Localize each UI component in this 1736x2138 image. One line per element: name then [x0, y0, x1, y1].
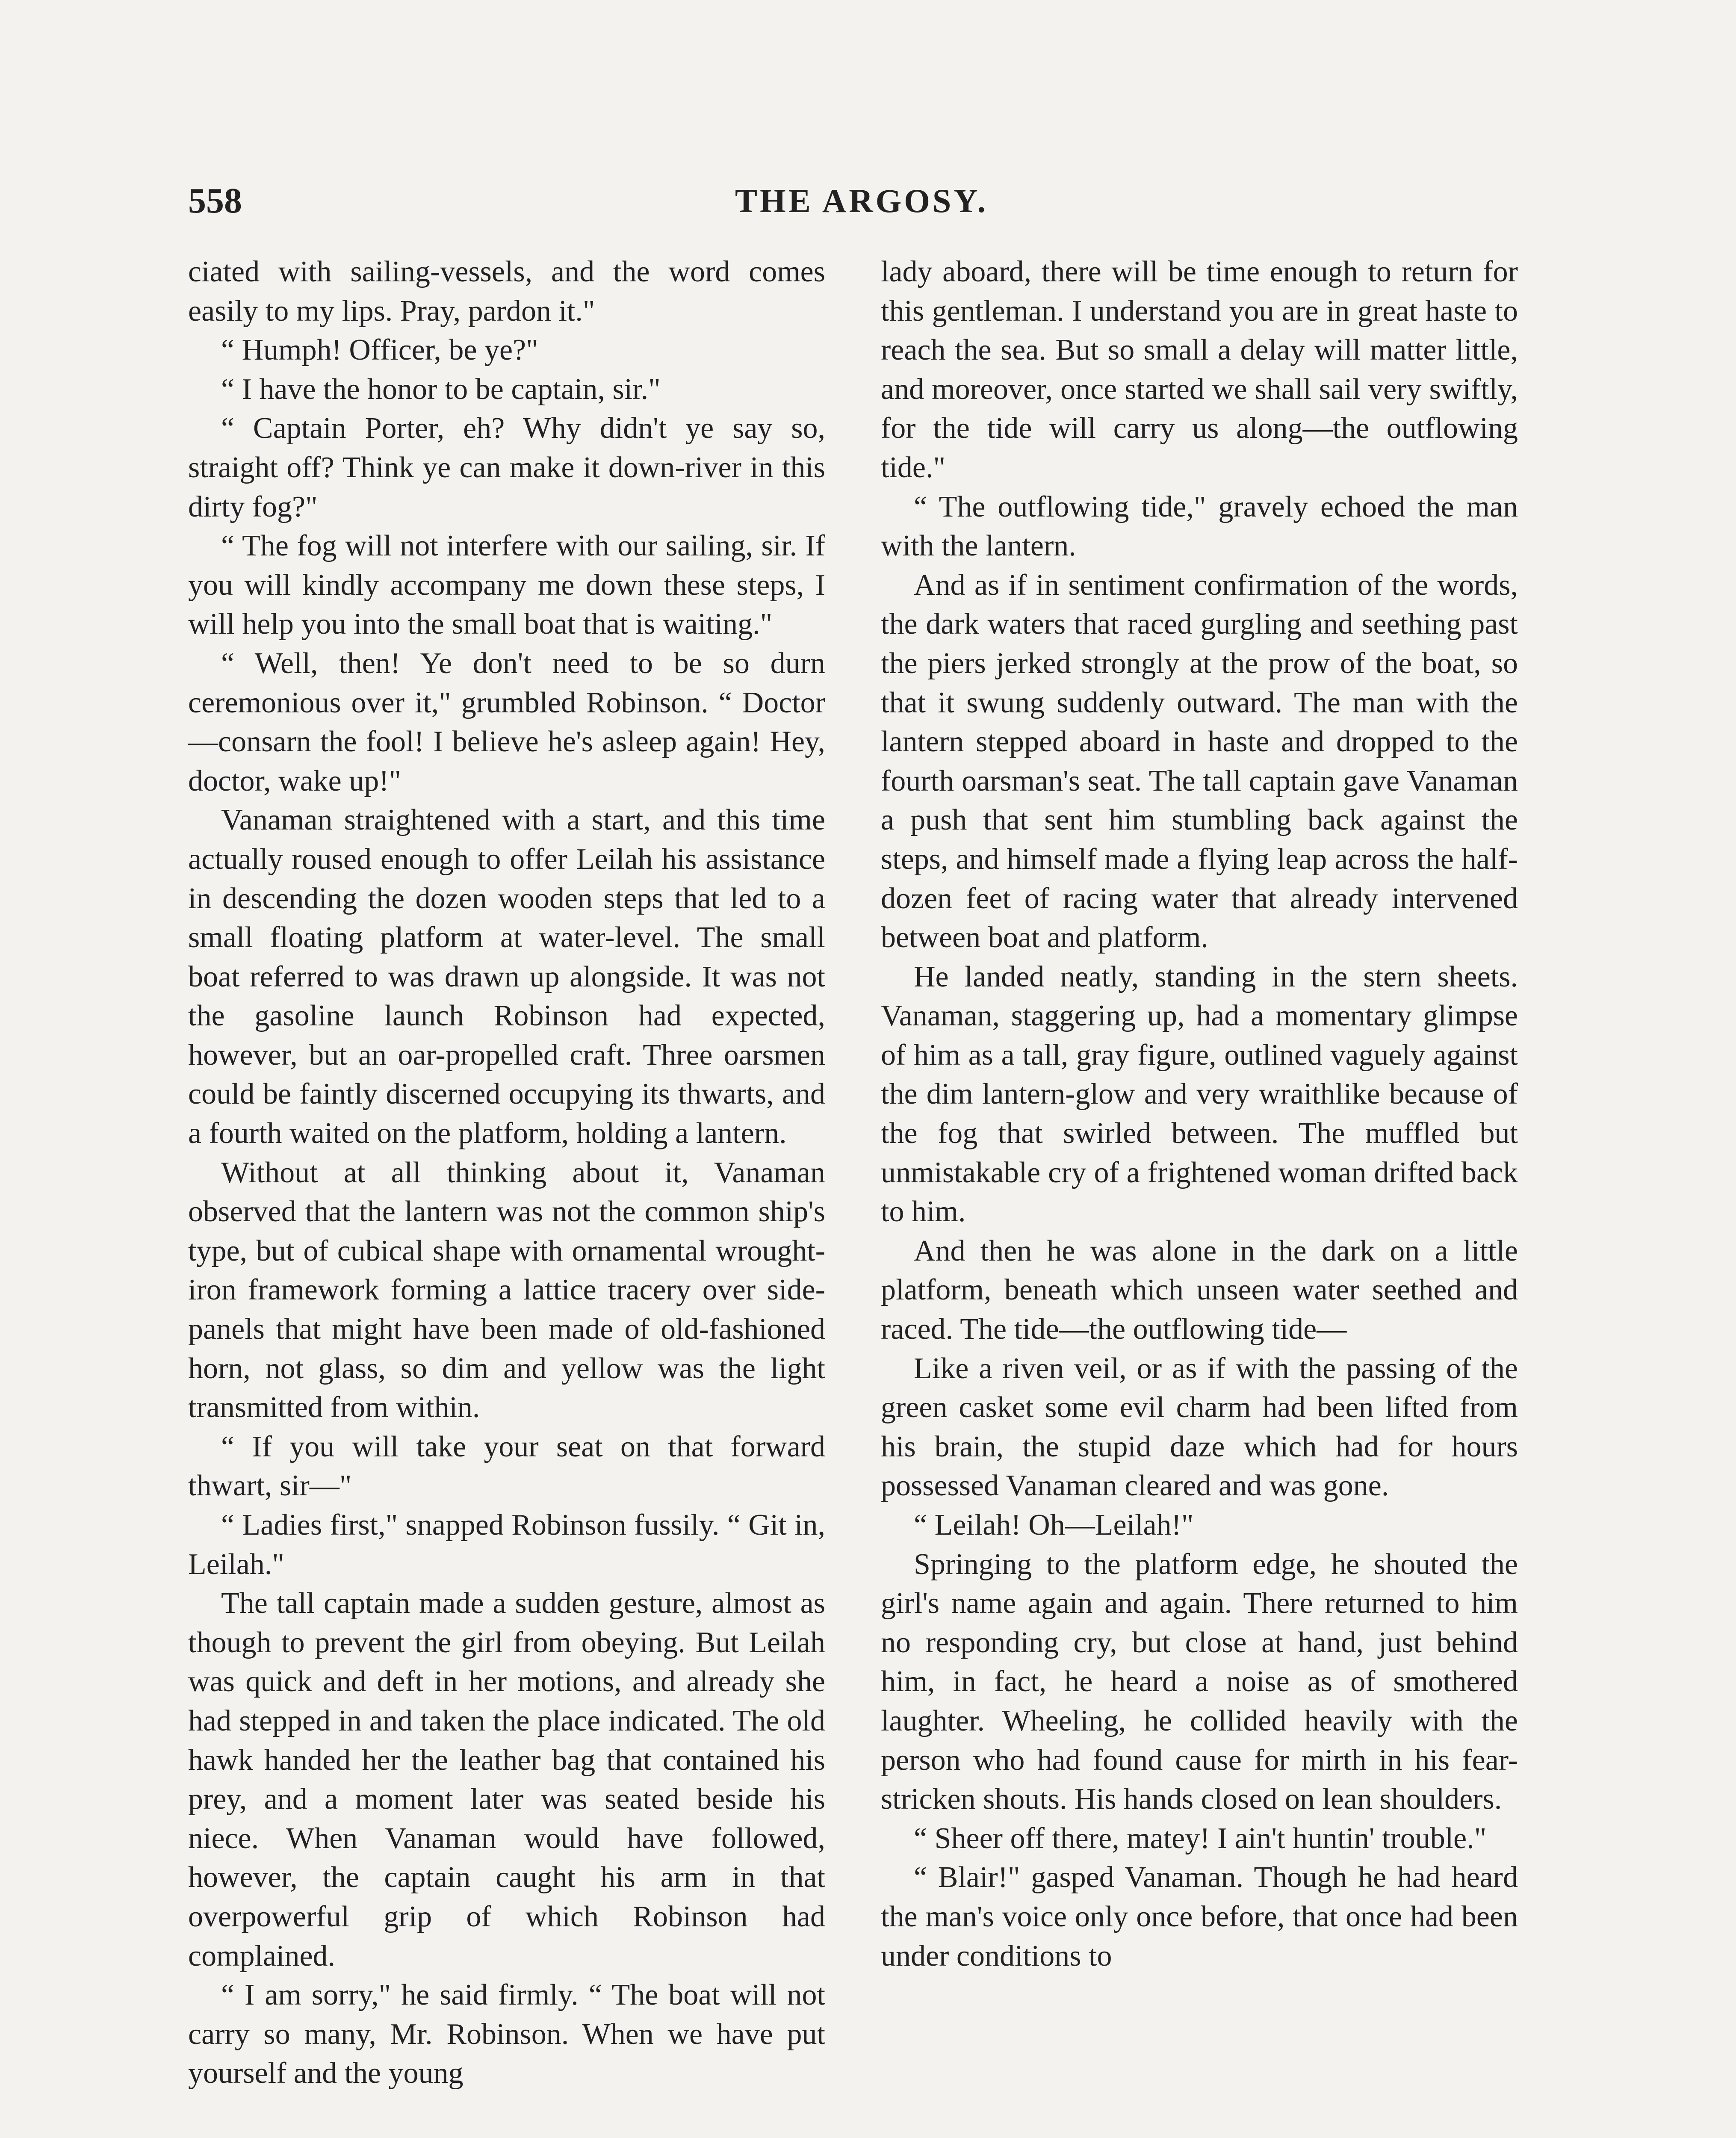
paragraph: “ Leilah! Oh—Leilah!" [914, 1509, 1194, 1541]
paragraph: And then he was alone in the dark on a little platform, beneath which unseen water seethed and raced. The tide—the outflowing tide— [881, 1234, 1518, 1346]
paragraph: “ If you will take your seat on that forward thwart, sir—" [188, 1430, 825, 1503]
paragraph: Without at all thinking about it, Vanaman observed that the lantern was not the common ship's type, but of cubical shape with ornamental wrought-iron framework forming a lattice tracery over side-panels that might have been made of old-fashioned horn, not glass, so dim and yellow was the light transmitted from within. [188, 1156, 825, 1424]
paragraph: “ Ladies first," snapped Robinson fussily. “ Git in, Leilah." [188, 1509, 825, 1581]
paragraph: “ I am sorry," he said firmly. “ The boat will not carry so many, Mr. Robinson. When we have put yourself and the young [188, 1979, 825, 2090]
paragraph: “ Captain Porter, eh? Why didn't ye say so, straight off? Think ye can make it down-river in this dirty fog?" [188, 412, 825, 523]
page-header [188, 171, 1535, 231]
paragraph: “ The outflowing tide," gravely echoed the man with the lantern. [881, 490, 1518, 563]
paragraph: lady aboard, there will be time enough to return for this gentleman. I understand you are in great haste to reach the sea. But so small a delay will matter little, and moreover, once started we shall sail very swiftly, for the tide will carry us along—the outflowing tide." [881, 255, 1518, 484]
left-column [188, 252, 825, 2138]
page-number: 558 [188, 181, 242, 221]
paragraph: “ Sheer off there, matey! I ain't huntin' trouble." [914, 1822, 1487, 1855]
paragraph: “ Blair!" gasped Vanaman. Though he had heard the man's voice only once before, that once had been under conditions to [881, 1861, 1518, 1973]
paragraph: ciated with sailing-vessels, and the word comes easily to my lips. Pray, pardon it." [188, 255, 825, 328]
paragraph: “ Well, then! Ye don't need to be so durn ceremonious over it," grumbled Robinson. “ Doctor—consarn the fool! I believe he's asleep again! Hey, doctor, wake up!" [188, 647, 825, 797]
paragraph: Springing to the platform edge, he shouted the girl's name again and again. There returned to him no responding cry, but close at hand, just behind him, in fact, he heard a noise as of smothered laughter. Wheeling, he collided heavily with the person who had found cause for mirth in his fear-stricken shouts. His hands closed on lean shoulders. [881, 1547, 1518, 1816]
paragraph: Vanaman straightened with a start, and this time actually roused enough to offer Leilah his assistance in descending the dozen wooden steps that led to a small floating platform at water-level. The small boat referred to was drawn up alongside. It was not the gasoline launch Robinson had expected, however, but an oar-propelled craft. Three oarsmen could be faintly discerned occupying its thwarts, and a fourth waited on the platform, holding a lantern. [188, 803, 825, 1150]
paragraph: “ The fog will not interfere with our sailing, sir. If you will kindly accompany me down these steps, I will help you into the small boat that is waiting." [188, 529, 825, 641]
paragraph: He landed neatly, standing in the stern sheets. Vanaman, staggering up, had a momentary glimpse of him as a tall, gray figure, outlined vaguely against the dim lantern-glow and very wraithlike because of the fog that swirled between. The muffled but unmistakable cry of a frightened woman drifted back to him. [881, 960, 1518, 1228]
paragraph: “ I have the honor to be captain, sir." [221, 372, 661, 406]
running-head: THE ARGOSY. [735, 182, 988, 219]
paragraph: Like a riven veil, or as if with the passing of the green casket some evil charm had been lifted from his brain, the stupid daze which had for hours possessed Vanaman cleared and was gone. [881, 1352, 1518, 1503]
paragraph: And as if in sentiment confirmation of the words, the dark waters that raced gurgling and seething past the piers jerked strongly at the prow of the boat, so that it swung suddenly outward. The man with the lantern stepped aboard in haste and dropped to the fourth oarsman's seat. The tall captain gave Vanaman a push that sent him stumbling back against the steps, and himself made a flying leap across the half-dozen feet of racing water that already intervened between boat and platform. [881, 568, 1518, 954]
paragraph: The tall captain made a sudden gesture, almost as though to prevent the girl from obeying. But Leilah was quick and deft in her motions, and already she had stepped in and taken the place indicated. The old hawk handed her the leather bag that contained his prey, and a moment later was seated beside his niece. When Vanaman would have followed, however, the captain caught his arm in that overpowerful grip of which Robinson had complained. [188, 1587, 825, 1973]
right-column [881, 252, 1518, 2138]
paragraph: “ Humph! Officer, be ye?" [221, 334, 538, 367]
